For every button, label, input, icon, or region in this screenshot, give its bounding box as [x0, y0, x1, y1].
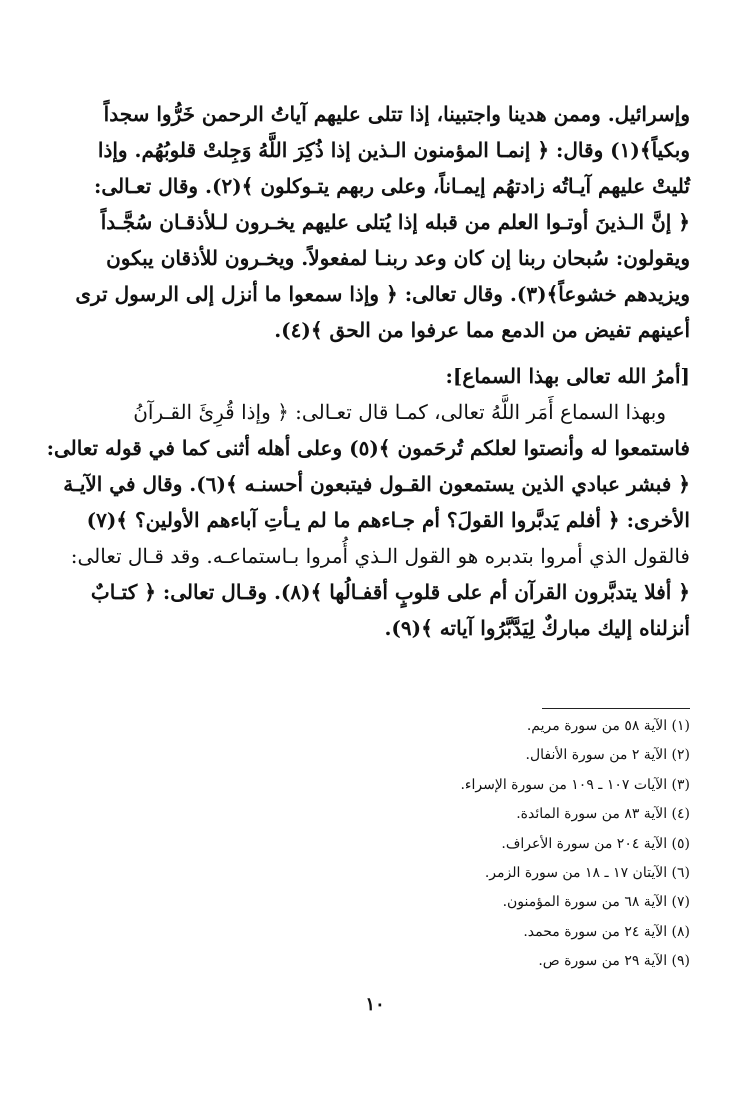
text-line-6: ويزيدهم خشوعاً﴾(٣). وقال تعالى: ﴿ وإذا سمعوا ما أنزل إلى الرسول ترى: [75, 282, 690, 306]
text-line-7: أعينهم تفيض من الدمع مما عرفوا من الحق ﴾(٤).: [274, 318, 690, 342]
text-line-13: ﴿ أفلا يتدبَّرون القرآن أم على قلوبٍ أقفـالُها ﴾(٨). وقـال تعالى: ﴿ كتـابٌ: [90, 580, 690, 604]
footnote-separator: [542, 708, 690, 709]
text-line-12: فالقول الذي أمروا بتدبره هو القول الـذي أُمروا بـاستماعـه. وقد قـال تعالى:: [70, 544, 690, 568]
section-heading: [أمرُ الله تعالى بهذا السماع]:: [445, 364, 690, 388]
main-text-block: [46, 96, 690, 646]
footnote-1: (١) الآية ٥٨ من سورة مريم.: [526, 718, 690, 734]
footnote-3: (٣) الآيات ١٠٧ ـ ١٠٩ من سورة الإسراء.: [460, 776, 690, 793]
page-number: ١٠: [365, 994, 385, 1015]
text-line-10: ﴿ فبشر عبادي الذين يستمعون القـول فيتبعون أحسنـه ﴾(٦). وقال في الآيـة: [63, 472, 690, 496]
footnote-4: (٤) الآية ٨٣ من سورة المائدة.: [516, 806, 690, 823]
text-line-2: وبكياً﴾(١) وقال: ﴿ إنمـا المؤمنون الـذين إذا ذُكِرَ اللَّهُ وَجِلتْ قلوبُهُم. وإذا: [97, 138, 690, 162]
footnotes-list: [270, 712, 690, 977]
text-line-11: الأخرى: ﴿ أفلم يَدبَّروا القولَ؟ أم جـاءهم ما لم يـأتِ آباءهم الأولين؟ ﴾(٧): [86, 508, 690, 532]
text-line-14: أنزلناه إليك مباركٌ لِيَدَّبَّرُوا آياته ﴾(٩).: [384, 616, 690, 640]
footnote-5: (٥) الآية ٢٠٤ من سورة الأعراف.: [501, 835, 690, 852]
text-line-9: فاستمعوا له وأنصتوا لعلكم تُرحَمون ﴾(٥) وعلى أهله أثنى كما في قوله تعالى:: [46, 436, 690, 460]
text-line-8: وبهذا السماع أَمَر اللَّهُ تعالى، كمـا قال تعـالى: ﴿ وإذا قُرِئَ القـرآنُ: [133, 400, 666, 424]
footnote-7: (٧) الآية ٦٨ من سورة المؤمنون.: [502, 894, 690, 911]
text-line-3: تُليتْ عليهم آيـاتُه زادتهُم إيمـاناً، وعلى ربهم يتـوكلون ﴾(٢). وقال تعـالى:: [93, 174, 690, 198]
footnote-6: (٦) الآيتان ١٧ ـ ١٨ من سورة الزمر.: [484, 864, 690, 881]
footnote-9: (٩) الآية ٢٩ من سورة ص.: [538, 953, 690, 970]
text-line-5: ويقولون: سُبحان ربنا إن كان وعد ربنـا لمفعولاً. ويخـرون للأذقان يبكون: [106, 246, 690, 270]
footnote-8: (٨) الآية ٢٤ من سورة محمد.: [523, 923, 690, 940]
text-line-1: وإسرائيل. وممن هدينا واجتبينا، إذا تتلى عليهم آياتُ الرحمن خَرُّوا سجداً: [103, 102, 690, 126]
footnote-2: (٢) الآية ٢ من سورة الأنفال.: [525, 747, 690, 764]
text-line-4: ﴿ إنَّ الـذينَ أوتـوا العلم من قبله إذا يُتلى عليهم يخـرون لـلأذقـان سُجَّـداً: [100, 210, 690, 234]
